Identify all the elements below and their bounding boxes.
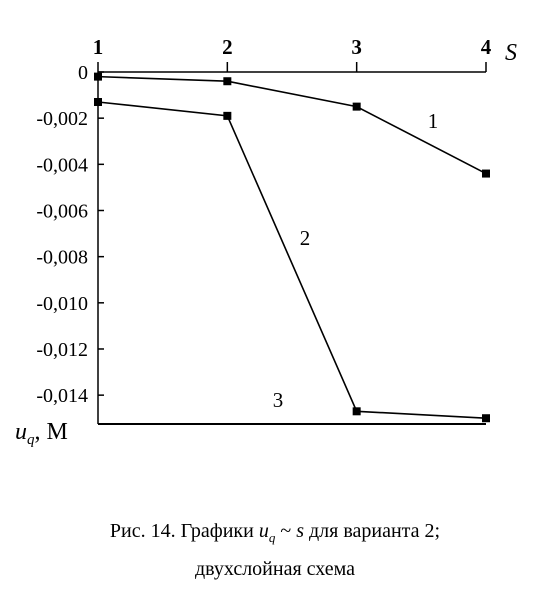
y-axis-label-unit: , М [34,419,68,445]
x-tick-label: 2 [222,35,233,59]
series-label-2: 2 [299,226,311,250]
series-2-point [482,414,490,422]
series-1-point [482,170,490,178]
x-tick-label: 1 [92,35,104,59]
series-label-3: 3 [272,388,284,412]
y-tick-label: -0,010 [36,292,88,315]
y-tick-label: -0,008 [36,246,88,269]
x-tick-label: 3 [351,35,362,59]
y-tick-label: -0,006 [36,200,88,223]
x-tick-label: 4 [480,35,492,59]
figure-caption [0,520,550,546]
y-tick-label: -0,004 [36,154,88,177]
y-tick-label: -0,002 [36,108,88,131]
caption-suffix: для варианта 2; [303,520,441,542]
caption-s: s [296,520,304,542]
caption-sub: q [268,530,276,545]
y-axis-label [15,419,68,448]
series-label-1: 1 [427,109,439,133]
series-1-point [353,103,361,111]
y-axis-label-sub: q [27,432,35,448]
caption-var: u [258,520,269,542]
gridlines [36,62,104,407]
y-axis-label-var: u [15,419,27,445]
series-1-point [94,73,102,81]
x-axis-ticks [93,35,492,72]
x-axis-label: S [505,40,517,66]
caption-tilde: ~ [275,520,297,542]
series-2-point [353,407,361,415]
series-group [94,73,490,424]
y-tick-label: -0,012 [36,338,88,361]
series-1-point [223,77,231,85]
series-2-point [223,112,231,120]
caption-prefix: Рис. 14. Графики [109,520,259,542]
series-2-point [94,98,102,106]
y-tick-label: -0,014 [36,385,88,408]
figure-caption-line2: двухслойная схема [194,558,356,580]
y-tick-label: 0 [78,62,88,84]
series-line-2 [98,102,486,418]
